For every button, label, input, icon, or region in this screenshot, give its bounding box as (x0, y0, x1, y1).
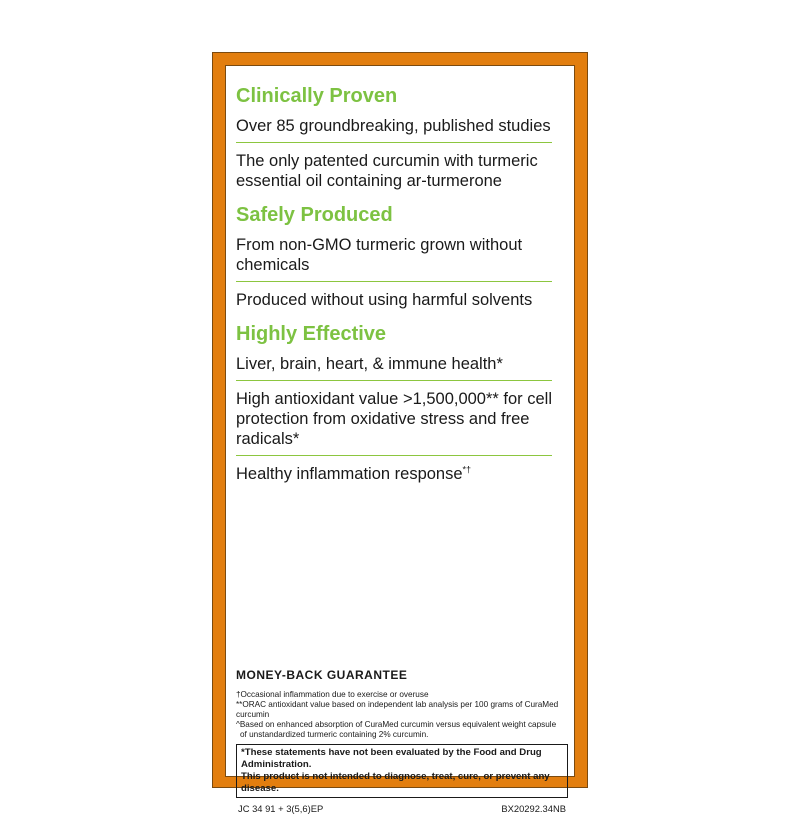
footnote: ^Based on enhanced absorption of CuraMed curcumin versus equivalent weight capsule (236, 720, 557, 729)
label-footer (236, 668, 568, 814)
product-codes (236, 803, 568, 814)
product-code: BX20292.34NB (501, 803, 566, 814)
heading-safely-produced: Safely Produced (236, 204, 393, 226)
divider (236, 142, 552, 143)
benefit-item-text: Healthy inflammation response (236, 465, 463, 483)
benefit-item: High antioxidant value >1,500,000** for cell protection from oxidative stress and free radicals* (236, 390, 553, 448)
benefit-item: Over 85 groundbreaking, published studies (236, 117, 551, 135)
footnote-marks: *† (462, 464, 472, 475)
money-back-guarantee: MONEY-BACK GUARANTEE (236, 668, 408, 682)
benefit-item (236, 464, 552, 490)
lot-code: JC 34 91 + 3(5,6)EP (238, 803, 324, 814)
footnote: †Occasional inflammation due to exercise or overuse (236, 690, 429, 699)
footnote: **ORAC antioxidant value based on independent lab analysis per 100 grams of CuraMed curcumin (236, 700, 559, 719)
benefit-item: From non-GMO turmeric grown without chemicals (236, 236, 523, 274)
fda-disclaimer-line: *These statements have not been evaluated by the Food and Drug Administration. (241, 747, 542, 770)
benefits-list (236, 84, 552, 490)
benefit-item: Produced without using harmful solvents (236, 291, 533, 309)
heading-clinically-proven: Clinically Proven (236, 85, 398, 107)
divider (236, 281, 552, 282)
fda-disclaimer-box (236, 744, 568, 798)
benefit-item: The only patented curcumin with turmeric essential oil containing ar-turmerone (236, 152, 538, 190)
divider (236, 380, 552, 381)
label-content-area (225, 65, 575, 814)
heading-highly-effective: Highly Effective (236, 323, 387, 345)
fda-disclaimer-line: This product is not intended to diagnose, treat, cure, or prevent any disease. (241, 771, 550, 794)
benefit-item: Liver, brain, heart, & immune health* (236, 355, 503, 373)
divider (236, 455, 552, 456)
label-panel (212, 52, 588, 814)
footnote: of unstandardized turmeric containing 2% curcumin. (240, 730, 429, 739)
